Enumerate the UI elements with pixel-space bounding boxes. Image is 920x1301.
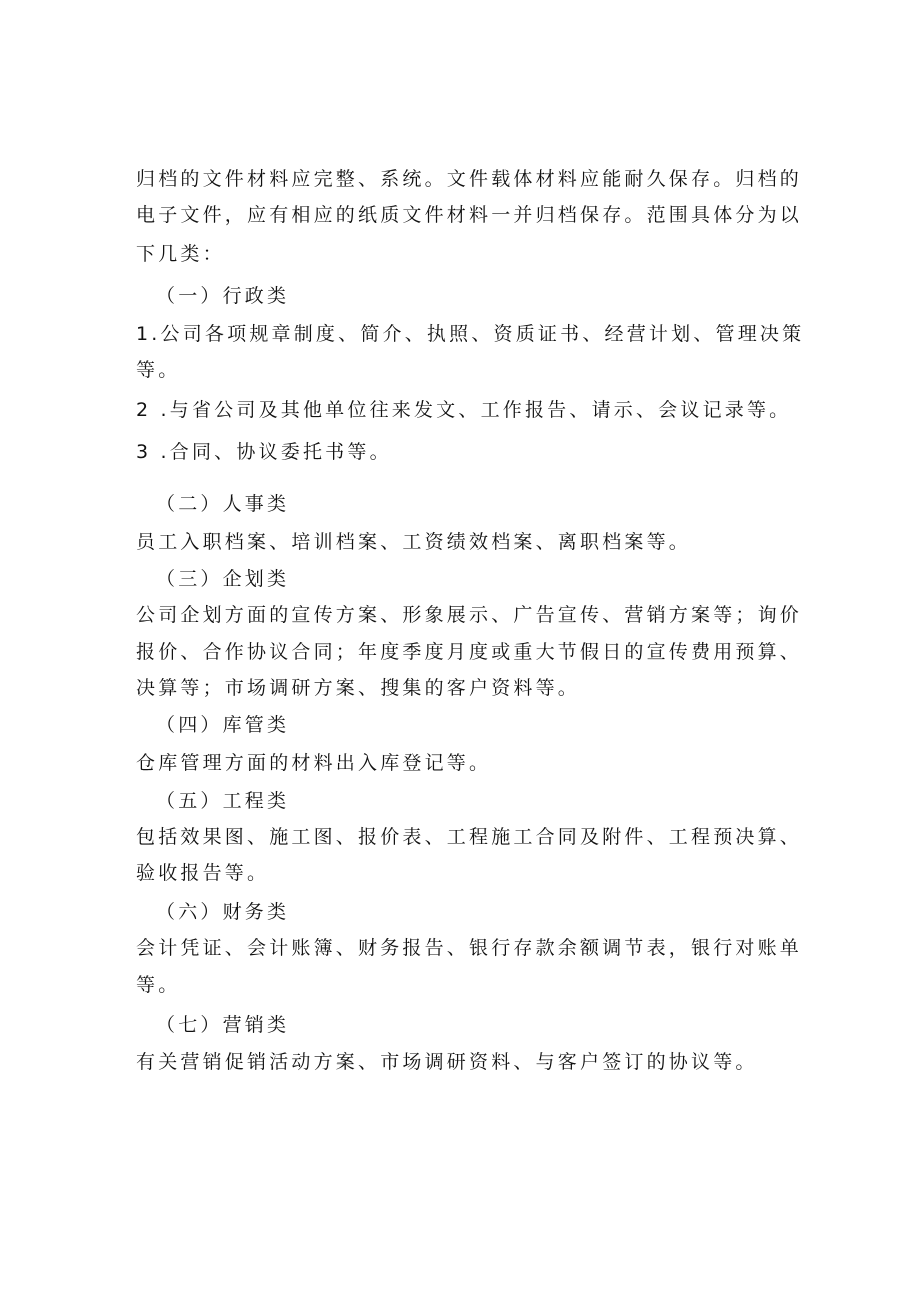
marketing-body: 有关营销促销活动方案、市场调研资料、与客户签订的协议等。 bbox=[136, 1051, 758, 1073]
planning-body-line-1: 公司企划方面的宣传方案、形象展示、广告宣传、营销方案等；询价 bbox=[136, 604, 803, 626]
planning-body-line-3: 决算等；市场调研方案、搜集的客户资料等。 bbox=[136, 677, 581, 699]
intro-line-3: 下几类： bbox=[136, 243, 225, 265]
hr-body: 员工入职档案、培训档案、工资绩效档案、离职档案等。 bbox=[136, 531, 692, 553]
finance-body-line-2: 等。 bbox=[136, 974, 181, 996]
admin-item-3: 3 .合同、协议委托书等。 bbox=[136, 441, 392, 463]
planning-body-line-2: 报价、合作协议合同；年度季度月度或重大节假日的宣传费用预算、 bbox=[136, 641, 803, 663]
warehouse-body: 仓库管理方面的材料出入库登记等。 bbox=[136, 752, 492, 774]
section-heading-hr: （二）人事类 bbox=[156, 493, 290, 515]
section-heading-finance: （六）财务类 bbox=[156, 901, 290, 923]
engineering-body-line-2: 验收报告等。 bbox=[136, 862, 270, 884]
intro-line-2: 电子文件，应有相应的纸质文件材料一并归档保存。范围具体分为以 bbox=[136, 204, 803, 226]
section-heading-admin: （一）行政类 bbox=[156, 285, 290, 307]
section-heading-warehouse: （四）库管类 bbox=[156, 714, 290, 736]
admin-item-1-line-1: 1.公司各项规章制度、简介、执照、资质证书、经营计划、管理决策 bbox=[136, 323, 805, 345]
intro-line-1: 归档的文件材料应完整、系统。文件载体材料应能耐久保存。归档的 bbox=[136, 168, 803, 190]
admin-item-2: 2 .与省公司及其他单位往来发文、工作报告、请示、会议记录等。 bbox=[136, 399, 792, 421]
section-heading-engineering: （五）工程类 bbox=[156, 790, 290, 812]
section-heading-planning: （三）企划类 bbox=[156, 568, 290, 590]
admin-item-1-line-2: 等。 bbox=[136, 359, 181, 381]
section-heading-marketing: （七）营销类 bbox=[156, 1014, 290, 1036]
engineering-body-line-1: 包括效果图、施工图、报价表、工程施工合同及附件、工程预决算、 bbox=[136, 826, 803, 848]
finance-body-line-1: 会计凭证、会计账簿、财务报告、银行存款余额调节表，银行对账单 bbox=[136, 937, 803, 959]
